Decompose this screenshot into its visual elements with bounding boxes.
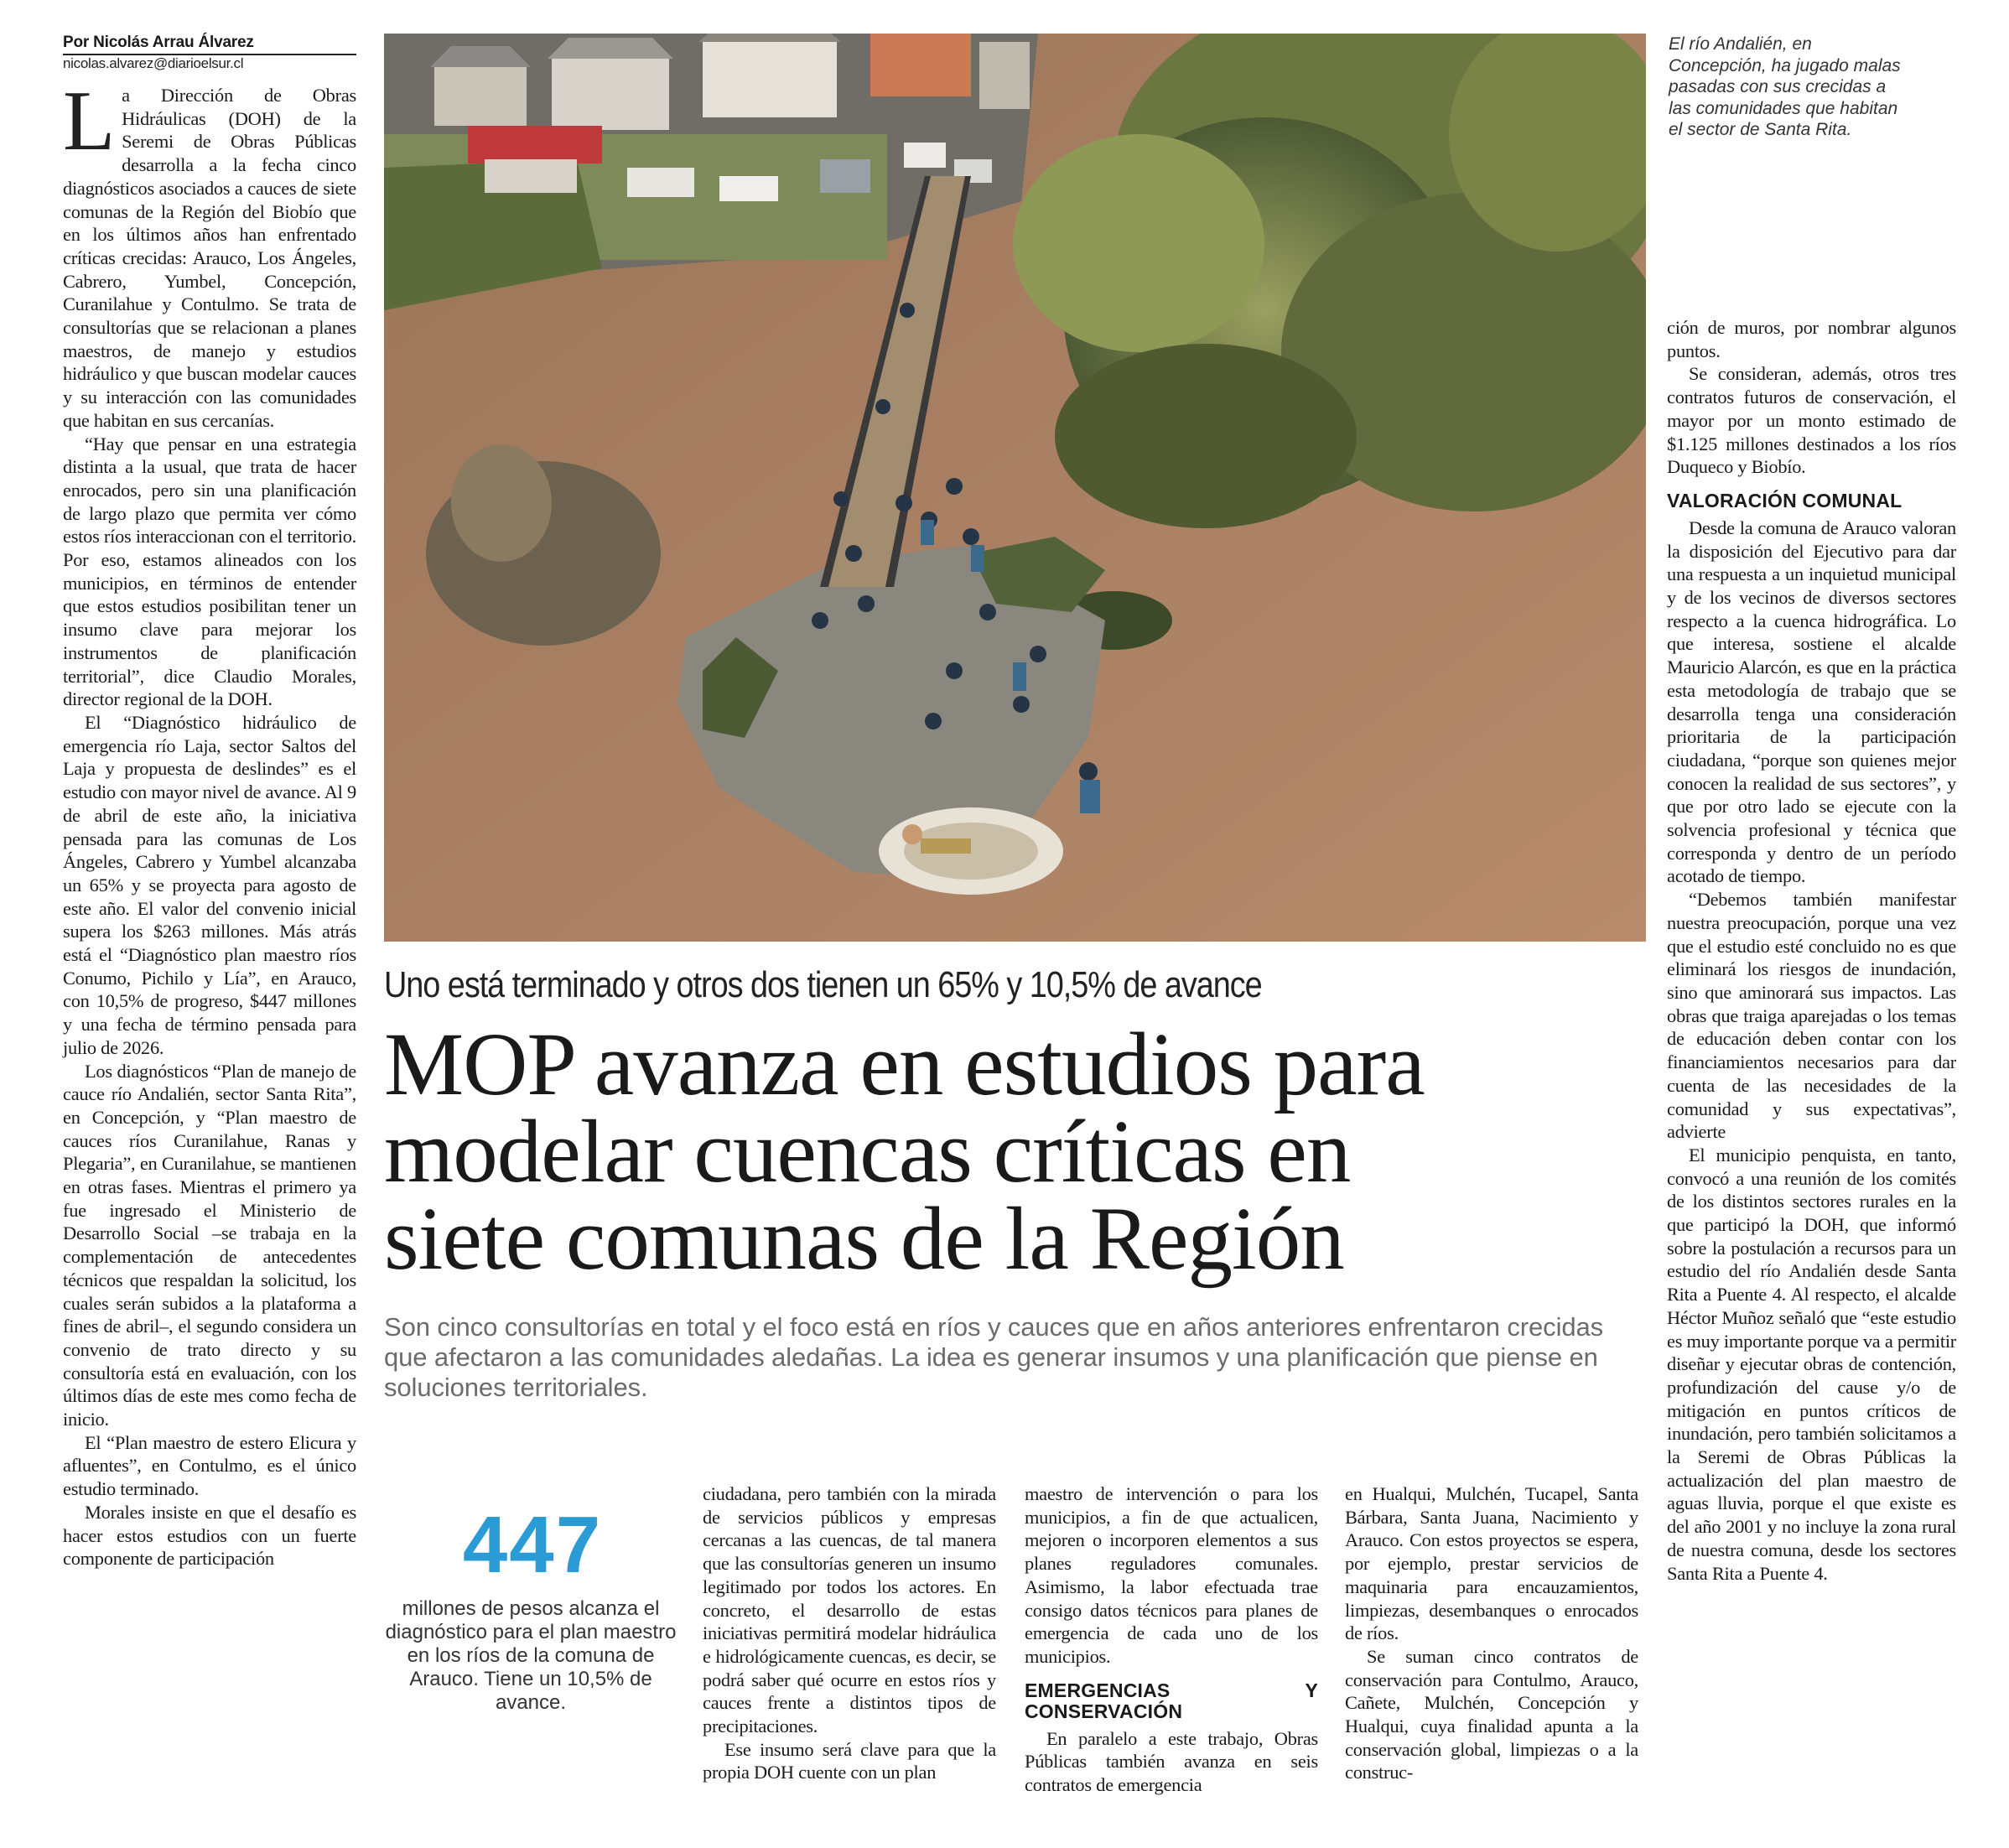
column-2 [703, 1482, 996, 1784]
news-photo [384, 34, 1646, 942]
paragraph: “Hay que pensar en una estrategia distinta a la usual, que trata de hacer enrocados, pero sin una planificación de largo plazo que permita ver cómo estos ríos interaccionan con el territorio. Por eso, estamos alineados con los municipios, en términos de entender que estos estudios posibilitan tener un insumo clave para mejorar los instrumentos de planificación territorial”, dice Claudio Morales, director regional de la DOH. [63, 433, 356, 710]
kicker: Uno está terminado y otros dos tienen un 65% y 10,5% de avance [384, 964, 1262, 1005]
paragraph: ción de muros, por nombrar algunos puntos. [1667, 317, 1956, 361]
headline-line: MOP avanza en estudios para [384, 1015, 1425, 1114]
headline-line: siete comunas de la Región [384, 1190, 1344, 1289]
headline-line: modelar cuencas críticas en [384, 1103, 1351, 1202]
author-email[interactable]: nicolas.alvarez@diarioelsur.cl [63, 55, 244, 71]
byline: Por Nicolás Arrau Álvarez [63, 34, 356, 55]
photo-caption: El río Andalién, en Concepción, ha jugado malas pasadas con sus crecidas a las comunidades que habitan el sector de Santa Rita. [1669, 34, 1901, 139]
column-5 [1667, 316, 1956, 1585]
paragraph: El “Diagnóstico hidráulico de emergencia río Laja, sector Saltos del Laja y propuesta de deslindes” es el estudio con mayor nivel de avance. Al 9 de abril de este año, la iniciativa pensada para las comunas de Los Ángeles, Cabrero y Yumbel alcanzaba un 65% y se proyecta para agosto de este año. El valor del convenio inicial supera los $263 millones. Más atrás está el “Diagnóstico plan maestro ríos Conumo, Pichilo y Lía”, en Arauco, con 10,5% de progreso, $447 millones y una fecha de término pensada para julio de 2026. [63, 711, 356, 1058]
headline [384, 1015, 1659, 1289]
paragraph: Se suman cinco contratos de conservación para Contulmo, Arauco, Cañete, Mulchén, Concepción y Hualqui, cuya finalidad apunta a la conservación global, limpiezas o a la construc- [1345, 1645, 1638, 1783]
paragraph: La Dirección de Obras Hidráulicas (DOH) de la Seremi de Obras Públicas desarrolla a la fecha cinco diagnósticos asociados a cauces de siete comunas de la Región del Biobío que en los últimos años han enfrentado críticas crecidas: Arauco, Los Ángeles, Cabrero, Yumbel, Concepción, Curanilahue y Contulmo. Se trata de consultorías que se relacionan a planes maestros, de manejo y estudios hidráulico y que buscan modelar cauces y su interacción con las comunidades que habitan en sus cercanías. [63, 74, 356, 431]
paragraph: En paralelo a este trabajo, Obras Públicas también avanza en seis contratos de emergencia [1025, 1727, 1318, 1796]
column-1 [63, 74, 356, 1570]
column-3 [1025, 1482, 1318, 1797]
paragraph: El municipio penquista, en tanto, convocó a una reunión de los comités de los distintos sectores rurales en la que participó la DOH, que informó sobre la postulación a recursos para un estudio del río Andalién desde Santa Rita a Puente 4. Al respecto, el alcalde Héctor Muñoz señaló que “este estudio es muy importante porque va a permitir diseñar y ejecutar obras de contención, profundización del cause y/o de mitigación en puntos críticos de inundación, pero también solicitamos a la Seremi de Obras Públicas la actualización del plan maestro de aguas lluvia, porque el que existe es del año 2001 y no incluye la zona rural de nuestra comuna, desde los sectores Santa Rita a Puente 4. [1667, 1144, 1956, 1584]
paragraph: Morales insiste en que el desafío es hacer estos estudios con un fuerte componente de participación [63, 1501, 356, 1570]
paragraph: ciudadana, pero también con la mirada de servicios públicos y empresas cercanas a las cuencas, de tal manera que las consultorías generen un insumo legitimado por todos los actores. En concreto, el desarrollo de estas iniciativas permitirá modelar hidráulica e hidrológicamente cuencas, es decir, se podrá saber qué ocurre en estos ríos y cauces frente a distintos tipos de precipitaciones. [703, 1483, 996, 1737]
paragraph: en Hualqui, Mulchén, Tucapel, Santa Bárbara, Santa Juana, Nacimiento y Arauco. Con estos proyectos se espera, por ejemplo, prestar servicios de maquinaria para encauzamientos, limpiezas, desembanques o enrocados de ríos. [1345, 1483, 1638, 1644]
highlight-text: millones de pesos alcanza el diagnóstico para el plan maestro en los ríos de la comuna de Arauco. Tiene un 10,5% de avance. [385, 1597, 677, 1714]
paragraph: El “Plan maestro de estero Elicura y afluentes”, en Contulmo, es el único estudio terminado. [63, 1431, 356, 1500]
paragraph: maestro de intervención o para los municipios, a fin de que actualicen, mejoren o incorporen elementos a sus planes reguladores comunales. Asimismo, la labor efectuada trae consigo datos técnicos para planes de emergencia de cada uno de los municipios. [1025, 1483, 1318, 1667]
highlight-number: 447 [462, 1500, 603, 1590]
subhead: EMERGENCIAS Y CONSERVACIÓN [1025, 1679, 1318, 1722]
paragraph: “Debemos también manifestar nuestra preocupación, porque una vez que el estudio esté concluido no es que eliminará los riesgos de inundación, sino que aminorará sus impactos. Las obras que traiga aparejadas o los temas de educación deben contar con los financiamientos necesarios para dar cuenta de las necesidades de la comunidad y sus expectativas”, advierte [1667, 889, 1956, 1143]
subhead: VALORACIÓN COMUNAL [1667, 489, 1903, 511]
paragraph: Los diagnósticos “Plan de manejo de cauce río Andalién, sector Santa Rita”, en Concepción, y “Plan maestro de cauces ríos Curanilahue, Ranas y Plegaria”, en Curanilahue, se mantienen en otras fases. Mientras el primero ya fue ingresado el Ministerio de Desarrollo Social –se trabaja en la complementación de antecedentes técnicos que respaldan la solicitud, los cuales serán subidos a la plataforma a fines de abril–, el segundo considera un convenio de trato directo y su consultoría está en evaluación, con los últimos días de este mes como fecha de inicio. [63, 1060, 356, 1430]
paragraph: Se consideran, además, otros tres contratos futuros de conservación, el mayor por un monto estimado de $1.125 millones destinados a los ríos Duqueco y Biobío. [1667, 363, 1956, 478]
column-4 [1345, 1482, 1638, 1784]
deck: Son cinco consultorías en total y el foco está en ríos y cauces que en años anteriores enfrentaron crecidas que afectaron a las comunidades aledañas. La idea es generar insumos y una planificación que piense en soluciones territoriales. [384, 1312, 1604, 1402]
paragraph: Ese insumo será clave para que la propia DOH cuente con un plan [703, 1738, 996, 1783]
paragraph: Desde la comuna de Arauco valoran la disposición del Ejecutivo para dar una respuesta a un inquietud municipal y de los vecinos de diversos sectores respecto a la cuenca hidrográfica. Lo que interesa, sostiene el alcalde Mauricio Alarcón, es que en la práctica esta metodología de trabajo que se desarrolla tenga una consideración prioritaria de la participación ciudadana, “porque son quienes mejor conocen la realidad de sus sectores”, y que por otro lado se ejecute con la solvencia profesional y técnica que corresponda y dentro de un período acotado de tiempo. [1667, 517, 1956, 887]
drop-cap: L [63, 74, 116, 169]
